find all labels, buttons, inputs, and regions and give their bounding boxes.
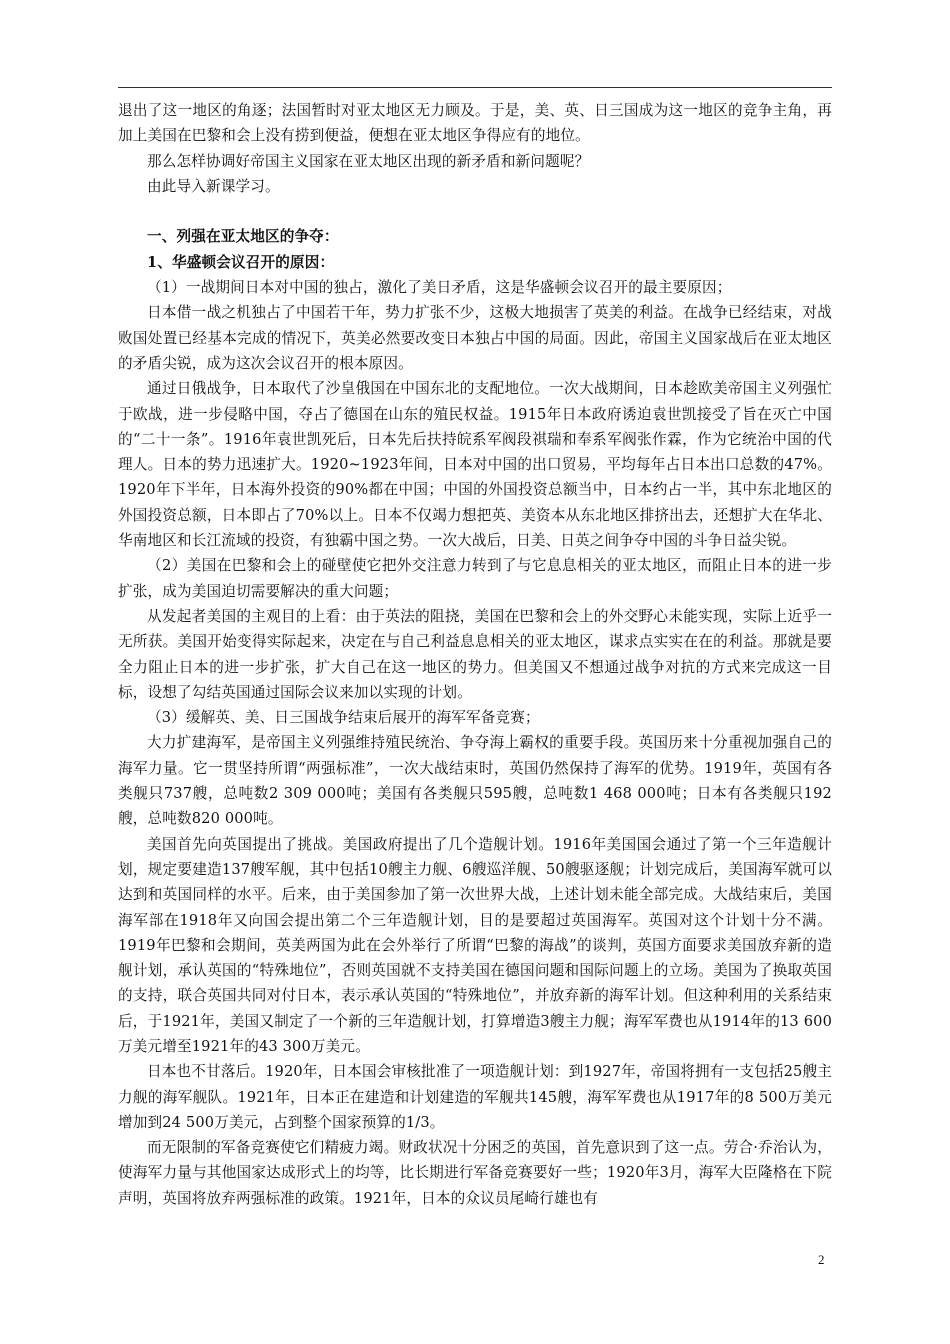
paragraph-question: 那么怎样协调好帝国主义国家在亚太地区出现的新矛盾和新问题呢？	[147, 152, 590, 170]
paragraph-lead-in: 由此导入新课学习。	[147, 177, 280, 195]
paragraph-japan-expansion: 通过日俄战争，日本取代了沙皇俄国在中国东北的支配地位。一次大战期间，日本趁欧美帝国主义列强忙于欧战，进一步侵略中国，夺占了德国在山东的殖民权益。1915年日本政府诱迫袁世凯接受了旨在灭亡中国的“二十一条”。1916年袁世凯死后，日本先后扶持皖系军阀段祺瑞和奉系军阀张作霖，作为它统治中国的代理人。日本的势力迅速扩大。1920~1923年间，日本对中国的出口贸易，平均每年占日本出口总数的47%。1920年下半年，日本海外投资的90%都在中国；中国的外国投资总额当中，日本约占一半，其中东北地区的外国投资总额，日本即占了70%以上。日本不仅竭力想把英、美资本从东北地区排挤出去，还想扩大在华北、华南地区和长江流域的投资，有独霸中国之势。一次大战后，日美、日英之间争夺中国的斗争日益尖锐。	[118, 380, 832, 550]
paragraph-japan-navy: 日本也不甘落后。1920年，日本国会审核批准了一项造舰计划：到1927年，帝国将拥有一支包括25艘主力舰的海军舰队。1921年，日本正在建造和计划建造的军舰共145艘，海军军费也从1917年的8 500万美元增加到24 500万美元，占到整个国家预算的1/3。	[118, 1063, 832, 1131]
paragraph-reason-1-detail: 日本借一战之机独占了中国若干年，势力扩张不少，这极大地损害了英美的利益。在战争已经结束，对战败国处置已经基本完成的情况下，英美必然要改变日本独占中国的局面。因此，帝国主义国家战后在亚太地区的矛盾尖锐，成为这次会议召开的根本原因。	[118, 304, 832, 372]
header-rule	[118, 87, 832, 88]
page-number: 2	[818, 1252, 825, 1267]
paragraph-us-challenge: 美国首先向英国提出了挑战。美国政府提出了几个造舰计划。1916年美国国会通过了第一个三年造舰计划，规定要建造137艘军舰，其中包括10艘主力舰、6艘巡洋舰、50艘驱逐舰；计划完成后，美国海军就可以达到和英国同样的水平。后来，由于美国参加了第一次世界大战，上述计划未能全部完成。大战结束后，美国海军部在1918年又向国会提出第二个三年造舰计划，目的是要超过英国海军。英国对这个计划十分不满。1919年巴黎和会期间，英美两国为此在会外举行了所谓“巴黎的海战”的谈判，英国方面要求美国放弃新的造舰计划，承认英国的“特殊地位”，否则英国就不支持美国在德国问题和国际问题上的立场。美国为了换取英国的支持，联合英国共同对付日本，表示承认英国的“特殊地位”，并放弃新的海军计划。但这种利用的关系结束后，于1921年，美国又制定了一个新的三年造舰计划，打算增造3艘主力舰；海军军费也从1914年的13 600万美元增至1921年的43 300万美元。	[118, 835, 832, 1055]
paragraph-arms-race: 而无限制的军备竞赛使它们精疲力竭。财政状况十分困乏的英国，首先意识到了这一点。劳合·乔治认为，使海军力量与其他国家达成形式上的均等，比长期进行军备竞赛要好一些；1920年3月，海军大臣隆格在下院声明，英国将放弃两强标准的政策。1921年，日本的众议员尾崎行雄也有	[118, 1139, 832, 1207]
reason-1: （1）一战期间日本对中国的独占，激化了美日矛盾，这是华盛顿会议召开的最主要原因；	[147, 279, 732, 297]
blank-line	[118, 199, 832, 224]
paragraph-naval-expansion: 大力扩建海军，是帝国主义列强维持殖民统治、争夺海上霸权的重要手段。英国历来十分重视加强自己的海军力量。它一贯坚持所谓“两强标准”，一次大战结束时，英国仍然保持了海军的优势。1919年，英国有各类舰只737艘，总吨数2 309 000吨；美国有各类舰只595艘，总吨数1 468 000吨；日本有各类舰只192艘，总吨数820 000吨。	[118, 734, 832, 828]
document-body	[118, 98, 832, 1211]
reason-2: （2）美国在巴黎和会上的碰壁使它把外交注意力转到了与它息息相关的亚太地区，而阻止日本的进一步扩张，成为美国迫切需要解决的重大问题；	[118, 557, 832, 600]
paragraph-intro-continued: 退出了这一地区的角逐；法国暂时对亚太地区无力顾及。于是，美、英、日三国成为这一地区的竞争主角，再加上美国在巴黎和会上没有捞到便益，便想在亚太地区争得应有的地位。	[118, 102, 832, 145]
paragraph-us-objective: 从发起者美国的主观目的上看：由于英法的阻挠，美国在巴黎和会上的外交野心未能实现，实际上近乎一无所获。美国开始变得实际起来，决定在与自己利益息息相关的亚太地区，谋求点实实在在的利益。那就是要全力阻止日本的进一步扩张，扩大自己在这一地区的势力。但美国又不想通过战争对抗的方式来完成这一目标，设想了勾结英国通过国际会议来加以实现的计划。	[118, 607, 832, 701]
reason-3: （3）缓解英、美、日三国战争结束后展开的海军军备竞赛；	[147, 709, 540, 727]
section-heading: 一、列强在亚太地区的争夺：	[147, 228, 339, 246]
subsection-heading: 1、华盛顿会议召开的原因：	[147, 253, 335, 271]
